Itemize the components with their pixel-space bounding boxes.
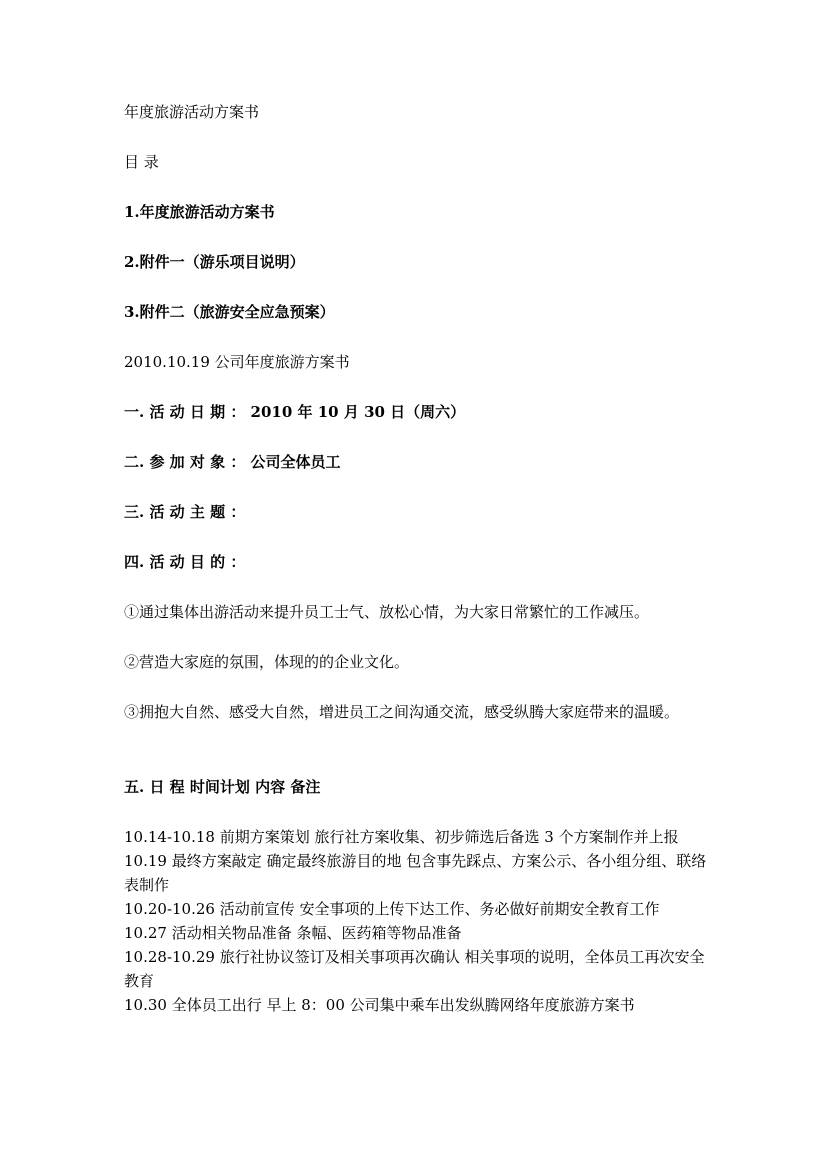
- toc-item-1: 1.年度旅游活动方案书: [124, 203, 275, 221]
- section-purpose: 四. 活 动 目 的 ：: [124, 553, 246, 571]
- section-theme: 三. 活 动 主 题 ：: [124, 503, 246, 521]
- toc-heading: 目 录: [124, 153, 159, 171]
- schedule-row: 10.20-10.26 活动前宣传 安全事项的上传下达工作、务必做好前期安全教育工作: [124, 900, 660, 918]
- section-date: 一. 活 动 日 期 ： 2010 年 10 月 30 日（周六）: [124, 403, 466, 421]
- purpose-item-3: ③拥抱大自然、感受大自然，增进员工之间沟通交流，感受纵腾大家庭带来的温暖。: [124, 703, 680, 721]
- document-subtitle: 2010.10.19 公司年度旅游方案书: [124, 353, 350, 371]
- schedule-row: 10.19 最终方案敲定 确定最终旅游目的地 包含事先踩点、方案公示、各小组分组、联络表制作: [124, 852, 707, 894]
- schedule-row: 10.28-10.29 旅行社协议签订及相关事项再次确认 相关事项的说明，全体员工再次安全教育: [124, 948, 705, 990]
- schedule-row: 10.30 全体员工出行 早上 8：00 公司集中乘车出发纵腾网络年度旅游方案书: [124, 996, 635, 1014]
- schedule-list: [124, 825, 709, 1017]
- schedule-heading: 五. 日 程 时间计划 内容 备注: [124, 778, 321, 796]
- toc-item-3: 3.附件二（旅游安全应急预案）: [124, 303, 335, 321]
- purpose-item-1: ①通过集体出游活动来提升员工士气、放松心情，为大家日常繁忙的工作减压。: [124, 603, 650, 621]
- schedule-row: 10.27 活动相关物品准备 条幅、医药箱等物品准备: [124, 924, 462, 942]
- section-participants: 二. 参 加 对 象 ： 公司全体员工: [124, 453, 341, 471]
- purpose-item-2: ②营造大家庭的氛围，体现的的企业文化。: [124, 653, 410, 671]
- schedule-row: 10.14-10.18 前期方案策划 旅行社方案收集、初步筛选后备选 3 个方案制作并上报: [124, 828, 679, 846]
- toc-item-2: 2.附件一（游乐项目说明）: [124, 253, 305, 271]
- document-title: 年度旅游活动方案书: [124, 103, 260, 121]
